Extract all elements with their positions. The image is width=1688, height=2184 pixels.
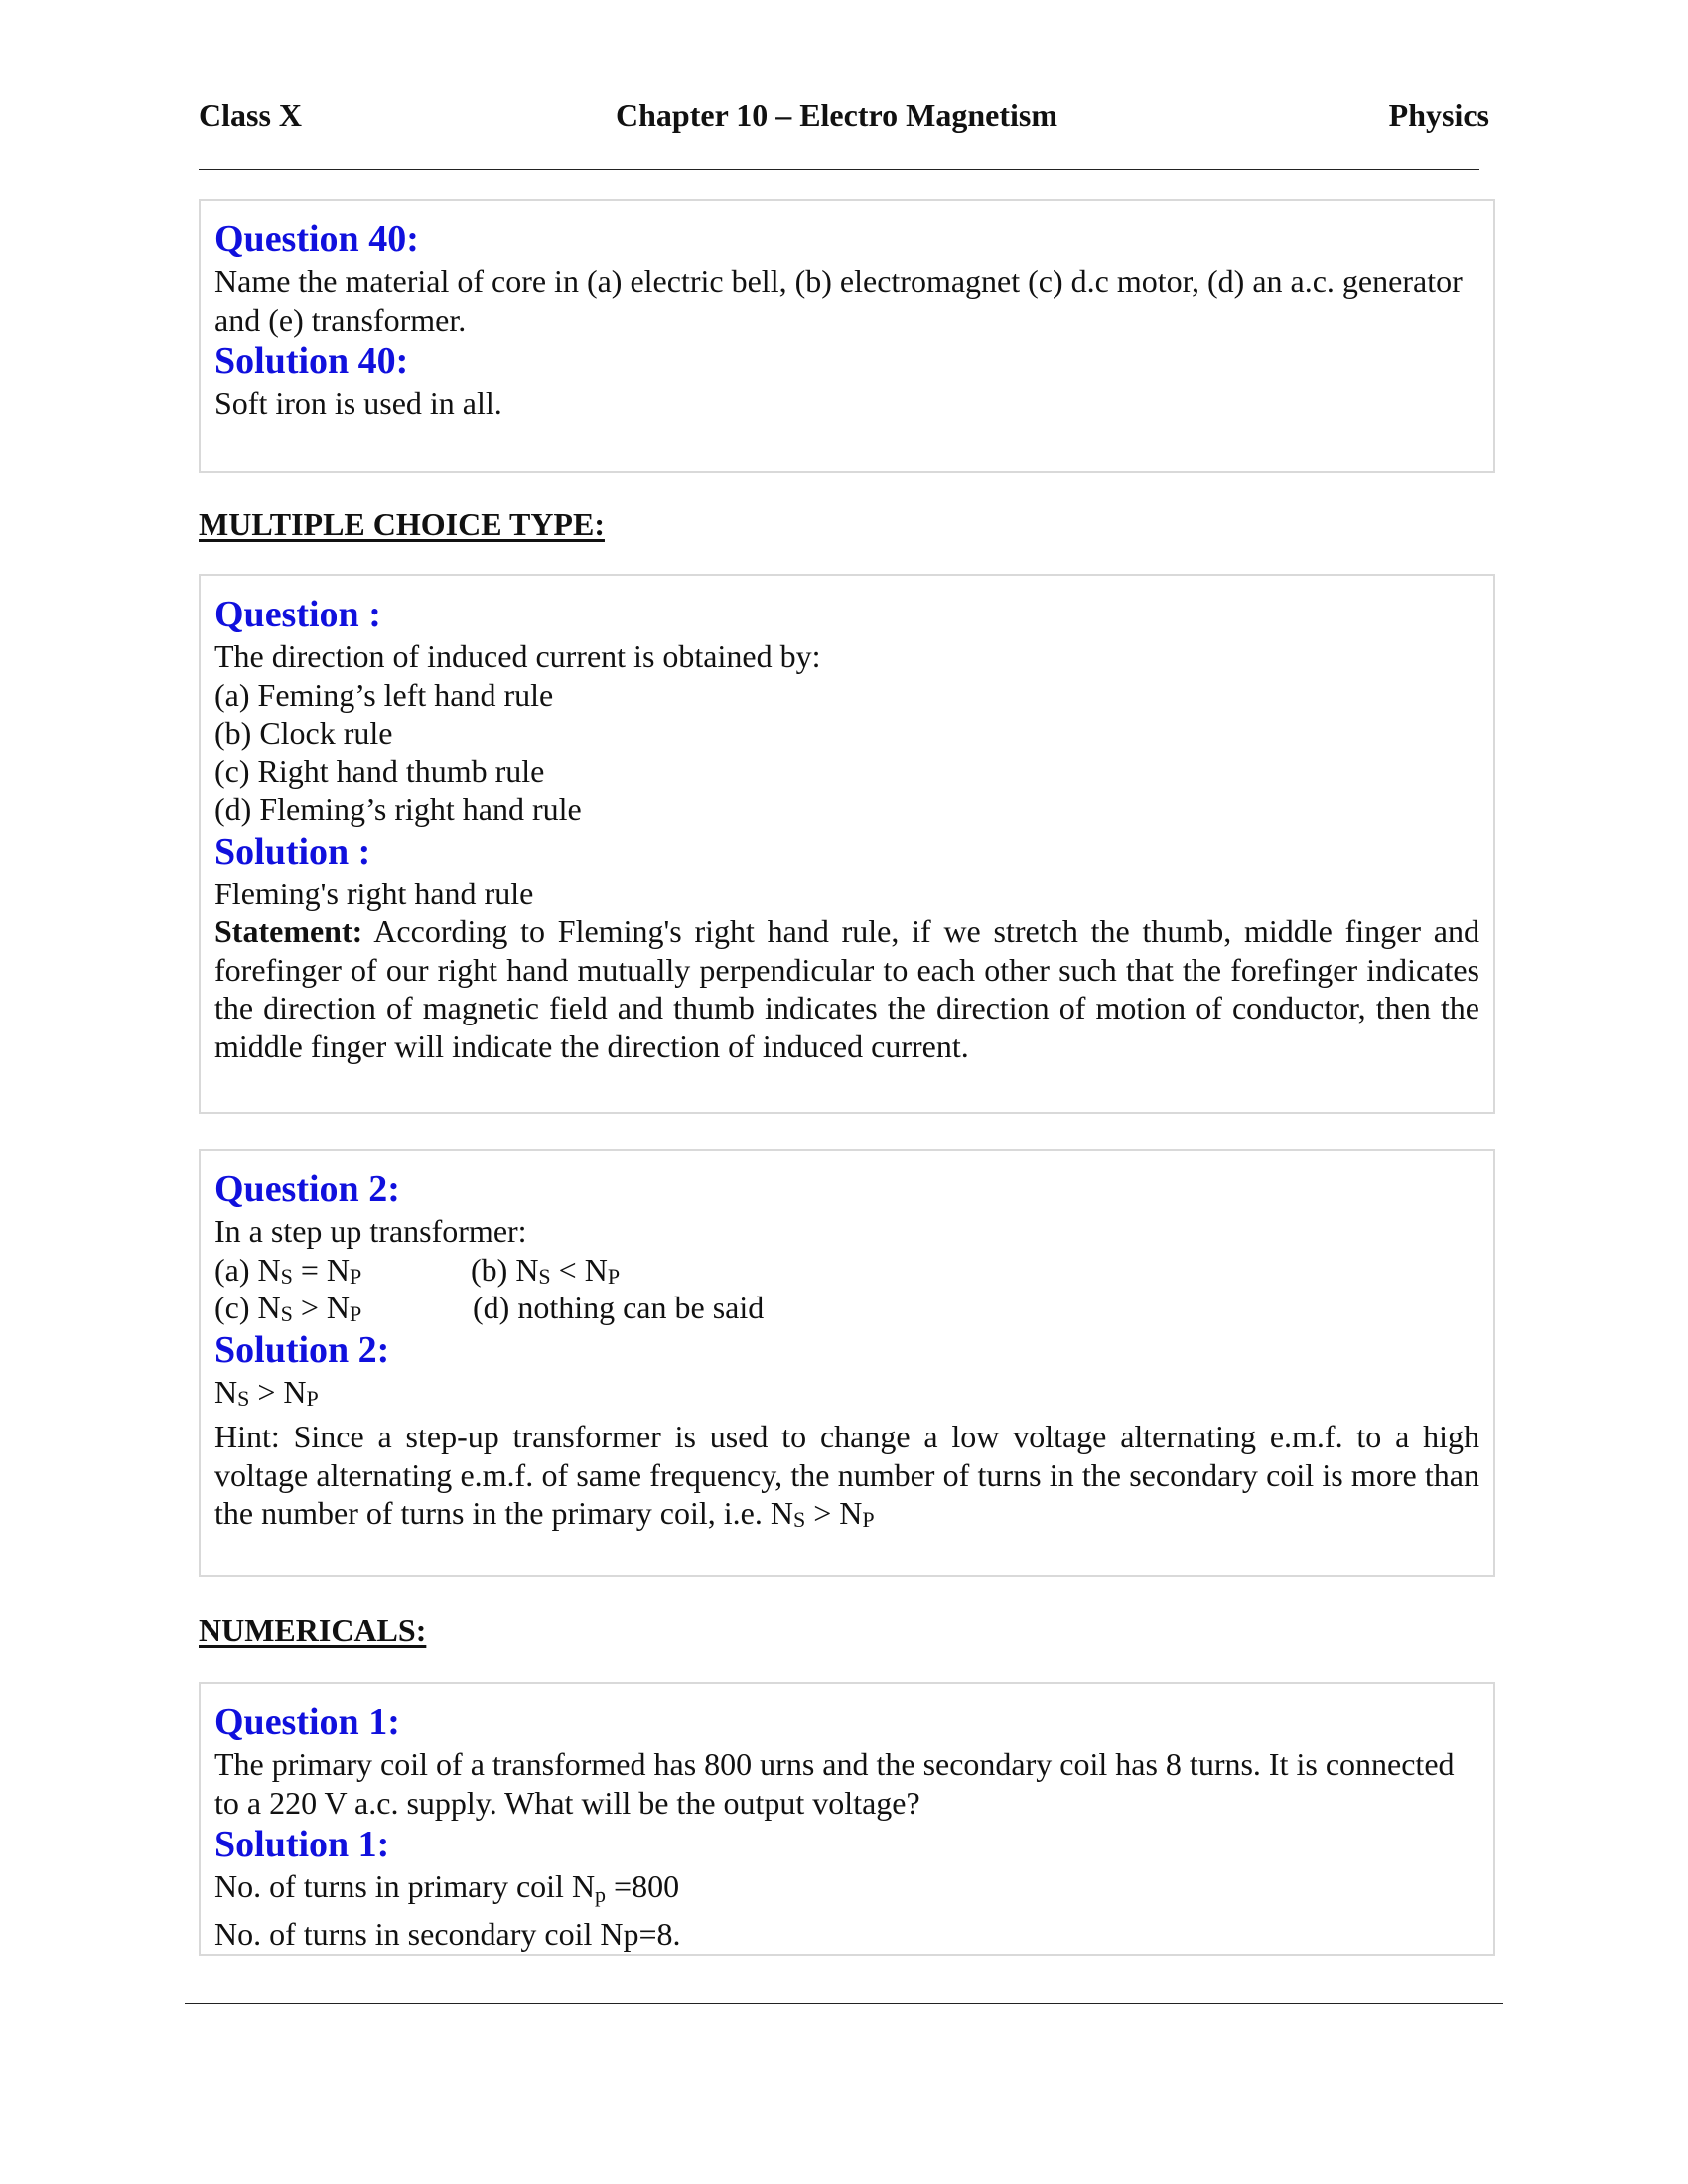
numerical-question-1-text: The primary coil of a transformed has 800 urns and the secondary coil has 8 turns. It is connected to a 220 V a.c. supply. What will be the output voltage? (214, 1746, 1455, 1821)
page-header (199, 97, 1489, 139)
header-divider (199, 169, 1479, 170)
mcq-option-b: (b) Clock rule (214, 715, 393, 751)
mcq-solution-title: Solution : (214, 830, 371, 873)
solution-40-title: Solution 40: (214, 341, 409, 382)
numerical-question-1-card (199, 1682, 1495, 1956)
question-40-title: Question 40: (214, 218, 419, 260)
statement-text: According to Fleming's right hand rule, if we stretch the thumb, middle finger and forefinger of our right hand mutually perpendicular to each other such that the forefinger indicates the direction of magnetic field and thumb indicates the direction of motion of conductor, then the middle finger will indicate the direction of induced current. (214, 913, 1480, 1064)
mcq-2-options-row-2 (214, 1289, 1479, 1327)
mcq-2-option-c: (c) $N_S > N_P$ (214, 1290, 362, 1326)
mcq-2-option-d: (d) nothing can be said (473, 1290, 765, 1325)
header-class: Class X (199, 97, 303, 133)
mcq-2-solution-title: Solution 2: (214, 1328, 390, 1371)
mcq-question-2-card (199, 1149, 1495, 1577)
mcq-section-heading: MULTIPLE CHOICE TYPE: (199, 506, 605, 542)
mcq-question-2-prompt: In a step up transformer: (214, 1213, 527, 1249)
mcq-2-option-a: (a) $N_S = N_P$ (214, 1251, 362, 1289)
mcq-answer: Fleming's right hand rule (214, 875, 534, 911)
solution-40-text: Soft iron is used in all. (214, 385, 502, 421)
question-40-text: Name the material of core in (a) electric bell, (b) electromagnet (c) d.c motor, (d) an a.c. generator and (e) transformer. (214, 263, 1463, 338)
header-subject: Physics (1388, 97, 1489, 133)
question-40-card (199, 199, 1495, 473)
numerical-question-1-title: Question 1: (214, 1702, 400, 1743)
numerical-solution-line-1: No. of turns in primary coil $N_p =800$ (214, 1868, 680, 1907)
numericals-section-heading: NUMERICALS: (199, 1612, 427, 1648)
statement-label: Statement: (214, 913, 363, 949)
numerical-solution-line-2: No. of turns in secondary coil Np=8. (214, 1915, 681, 1952)
mcq-2-options-row-1 (214, 1251, 1479, 1290)
footer-divider (185, 2003, 1503, 2004)
header-chapter: Chapter 10 – Electro Magnetism (616, 97, 1057, 133)
mcq-option-d: (d) Fleming’s right hand rule (214, 791, 582, 827)
mcq-question-card (199, 574, 1495, 1114)
mcq-2-hint: Hint: Since a step-up transformer is used to change a low voltage alternating e.m.f. to a high voltage alternating e.m.f. of same frequency, the number of turns in the secondary coil is more than the number of turns in the primary coil, i.e. $N_S > N_P$ (214, 1419, 1479, 1532)
mcq-2-answer: $N_S > N_P$ (214, 1373, 319, 1411)
mcq-question-2-title: Question 2: (214, 1168, 400, 1210)
mcq-2-option-b: (b) $N_S < N_P$ (471, 1251, 621, 1289)
mcq-option-c: (c) Right hand thumb rule (214, 752, 545, 789)
numerical-solution-1-title: Solution 1: (214, 1824, 390, 1865)
mcq-question-title: Question : (214, 594, 381, 635)
mcq-option-a: (a) Feming’s left hand rule (214, 676, 554, 713)
mcq-statement (214, 912, 1479, 1065)
mcq-question-prompt: The direction of induced current is obtained by: (214, 638, 821, 674)
